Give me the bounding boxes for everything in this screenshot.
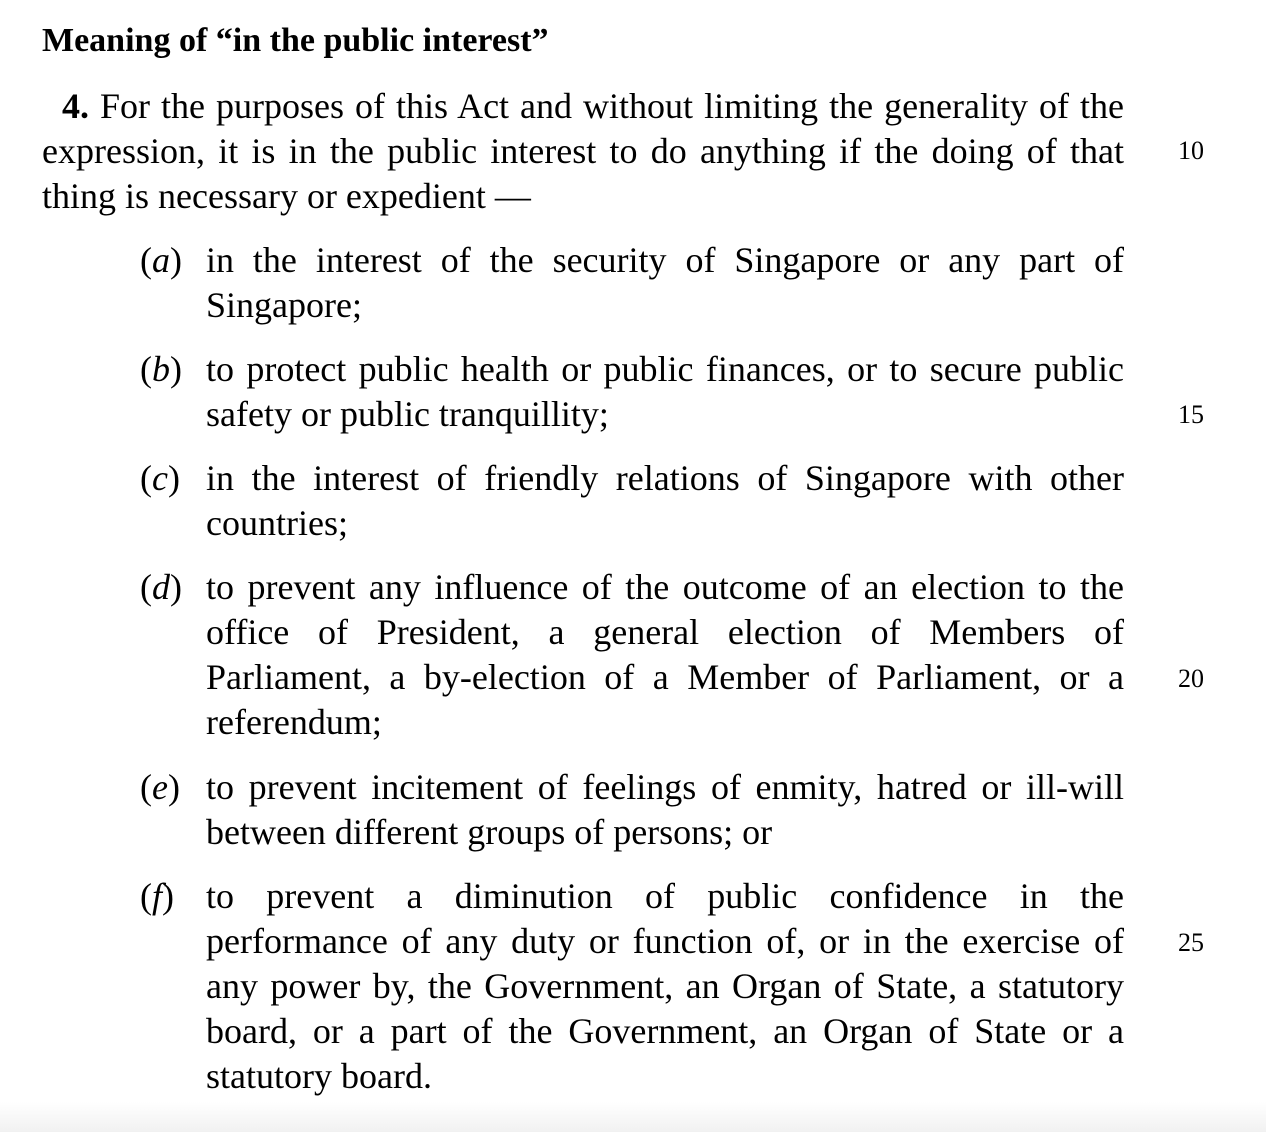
paragraph-a xyxy=(140,238,1124,328)
paragraph-text: in the interest of friendly relations of Singapore with other countries; xyxy=(206,458,1124,543)
paragraph-b xyxy=(140,347,1124,437)
paragraph-label: (b) xyxy=(140,349,182,389)
section-heading: Meaning of “in the public interest” xyxy=(42,22,549,59)
paragraph-text: to prevent any influence of the outcome of an election to the office of President, a general election of Members of Parliament, a by-election of a Member of Parliament, or a referendum; xyxy=(206,567,1124,742)
paragraph-text: to prevent a diminution of public confidence in the performance of any duty or function of, or in the exercise of any power by, the Government, an Organ of State, a statutory board, or a part of the Government, an Organ of State or a statutory board. xyxy=(206,876,1124,1096)
paragraph-label: (f) xyxy=(140,876,175,916)
paragraph-label: (d) xyxy=(140,567,182,607)
line-number: 15 xyxy=(1178,400,1204,429)
paragraph-d xyxy=(140,565,1124,745)
paragraph-label: (c) xyxy=(140,458,180,498)
paragraph-text: to protect public health or public finances, or to secure public safety or public tranquillity; xyxy=(206,349,1124,434)
line-number: 20 xyxy=(1178,664,1204,693)
paragraph-f xyxy=(140,874,1124,1099)
paragraph-c xyxy=(140,456,1124,546)
paragraph-text: to prevent incitement of feelings of enmity, hatred or ill-will between different groups of persons; or xyxy=(206,767,1124,852)
page-bottom-edge xyxy=(0,1102,1266,1132)
paragraph-e xyxy=(140,765,1124,855)
section-number: 4. xyxy=(62,86,89,126)
paragraph-text: in the interest of the security of Singapore or any part of Singapore; xyxy=(206,240,1124,325)
line-number: 25 xyxy=(1178,928,1204,957)
line-number: 10 xyxy=(1178,136,1204,165)
paragraph-label: (a) xyxy=(140,240,182,280)
section-intro-text: For the purposes of this Act and without limiting the generality of the expression, it is in the public interest to do anything if the doing of that thing is necessary or expedient — xyxy=(42,86,1125,216)
section-intro xyxy=(42,84,1124,219)
paragraph-label: (e) xyxy=(140,767,180,807)
